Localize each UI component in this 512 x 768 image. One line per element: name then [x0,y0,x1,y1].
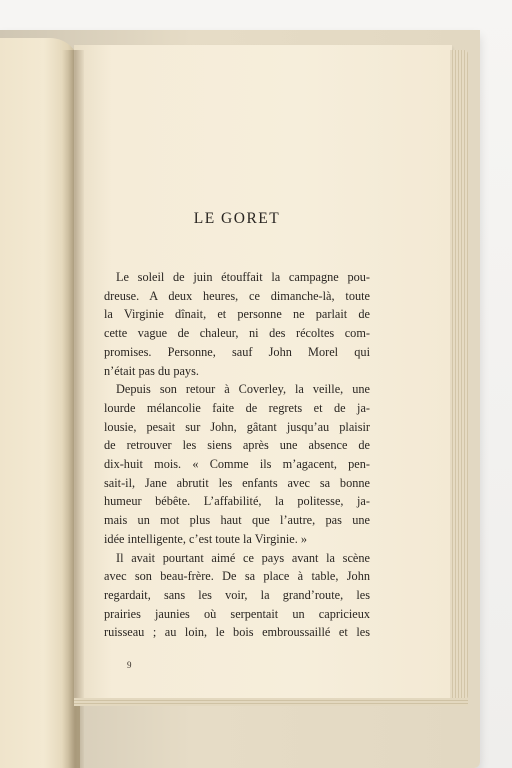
text-line: de retrouver les siens après une absence de [104,438,370,453]
text-line: humeur bébête. L’affabilité, la politesse, ja- [104,494,370,509]
page-number: 9 [127,660,132,670]
text-line: promises. Personne, sauf John Morel qui [104,344,370,359]
chapter-title: LE GORET [193,210,281,227]
text-line: Depuis son retour à Coverley, la veille, une [116,382,370,397]
paragraph [104,549,370,643]
page-text [104,210,370,642]
paragraph [104,268,370,380]
text-line: mais un mot plus haut que l’autre, pas une [104,513,370,528]
text-line: idée intelligente, c’est toute la Virginie. » [104,531,308,546]
text-line: ruisseau ; au loin, le bois embroussaillé et les [104,625,370,640]
text-line: lourde mélancolie faite de regrets et de ja- [104,400,370,415]
book-gutter [62,50,84,768]
text-line: prairies jaunies où serpentait un capricieux [104,606,370,621]
text-line: n’était pas du pays. [104,363,199,378]
body-text [104,268,370,642]
text-line: regardait, sans les voir, la grand’route, les [104,587,370,602]
text-line: dix-huit mois. « Comme ils m’agacent, pen- [104,457,370,472]
text-line: dreuse. A deux heures, ce dimanche-là, toute [104,288,370,303]
page-edges-bottom [74,698,468,706]
page-edges [450,50,468,700]
text-line: lousie, pesait sur John, gâtant jusqu’au plaisir [104,419,370,434]
text-line: cette vague de chaleur, ni des récoltes com- [104,326,370,341]
text-line: la Virginie dînait, et personne ne parlait de [104,307,370,322]
text-line: Il avait pourtant aimé ce pays avant la scène [116,550,370,565]
text-line: Le soleil de juin étouffait la campagne pou- [116,270,370,284]
text-line: avec son beau-frère. De sa place à table, John [104,569,370,584]
paragraph [104,380,370,548]
text-line: sait-il, Jane abrutit les enfants avec sa bonne [104,475,370,490]
